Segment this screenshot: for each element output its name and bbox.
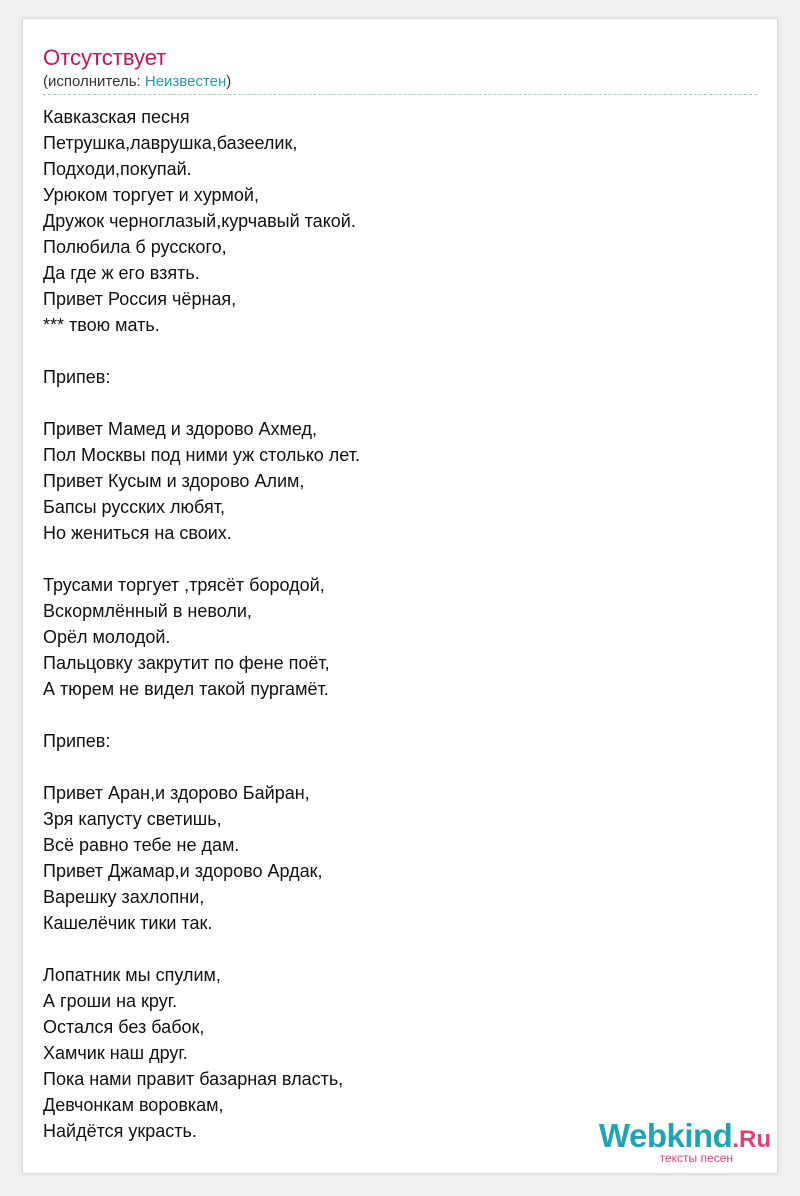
lyric-line: Найдётся украсть.	[43, 1121, 197, 1141]
lyric-line: Пока нами правит базарная власть,	[43, 1069, 344, 1089]
lyric-line: Вскормлённый в неволи,	[43, 601, 252, 621]
lyric-line: Трусами торгует ,трясёт бородой,	[43, 575, 325, 595]
artist-line	[43, 73, 231, 91]
lyric-line: А тюрем не видел такой пургамёт.	[43, 679, 329, 699]
lyric-line: Хамчик наш друг.	[43, 1043, 188, 1063]
lyrics-card	[22, 18, 778, 1174]
lyric-line: Орёл молодой.	[43, 627, 171, 647]
lyric-line: Девчонкам воровкам,	[43, 1095, 224, 1115]
lyric-line: Лопатник мы спулим,	[43, 965, 221, 985]
lyric-line: Привет Аран,и здорово Байран,	[43, 783, 310, 803]
lyric-line: Полюбила б русского,	[43, 237, 227, 257]
lyric-line	[43, 546, 743, 572]
logo-tagline: тексты песен	[659, 1151, 733, 1165]
lyric-line	[43, 754, 743, 780]
lyric-line: Бапсы русских любят,	[43, 497, 225, 517]
lyric-line: Кашелёчик тики так.	[43, 913, 213, 933]
lyric-line: Но жениться на своих.	[43, 523, 232, 543]
lyric-line: Зря капусту светишь,	[43, 809, 222, 829]
lyric-line	[43, 702, 743, 728]
artist-link[interactable]: Неизвестен	[144, 73, 227, 90]
lyric-line	[43, 390, 743, 416]
lyric-line	[43, 936, 743, 962]
lyric-line: Припев:	[43, 731, 111, 751]
lyric-line: А гроши на круг.	[43, 991, 178, 1011]
lyric-line: Привет Джамар,и здорово Ардак,	[43, 861, 323, 881]
lyric-line: Да где ж его взять.	[43, 263, 200, 283]
webkind-logo[interactable]	[581, 1117, 771, 1167]
lyric-line: Остался без бабок,	[43, 1017, 205, 1037]
lyric-line	[43, 338, 743, 364]
logo-tld: .Ru	[732, 1126, 771, 1153]
lyric-line: Привет Мамед и здорово Ахмед,	[43, 419, 318, 439]
lyrics-text	[43, 104, 743, 1144]
lyric-line: Привет Кусым и здорово Алим,	[43, 471, 305, 491]
dashed-divider	[43, 94, 757, 95]
lyric-line: Урюком торгует и хурмой,	[43, 185, 259, 205]
lyric-line: Припев:	[43, 367, 111, 387]
song-title: Отсутствует	[43, 45, 167, 70]
lyric-line: Пальцовку закрутит по фене поёт,	[43, 653, 330, 673]
lyric-line: Привет Россия чёрная,	[43, 289, 237, 309]
lyric-line: Пол Москвы под ними уж столько лет.	[43, 445, 360, 465]
lyric-line: Петрушка,лаврушка,базеелик,	[43, 133, 298, 153]
artist-prefix: (исполнитель:	[43, 73, 145, 90]
lyric-line: Всё равно тебе не дам.	[43, 835, 240, 855]
artist-suffix: )	[226, 73, 232, 90]
lyric-line: Варешку захлопни,	[43, 887, 205, 907]
lyric-line: Кавказская песня	[43, 107, 190, 127]
logo-main-text: Webkind	[598, 1117, 733, 1154]
lyric-line: Подходи,покупай.	[43, 159, 192, 179]
lyric-line: *** твою мать.	[43, 315, 160, 335]
lyric-line: Дружок черноглазый,курчавый такой.	[43, 211, 356, 231]
